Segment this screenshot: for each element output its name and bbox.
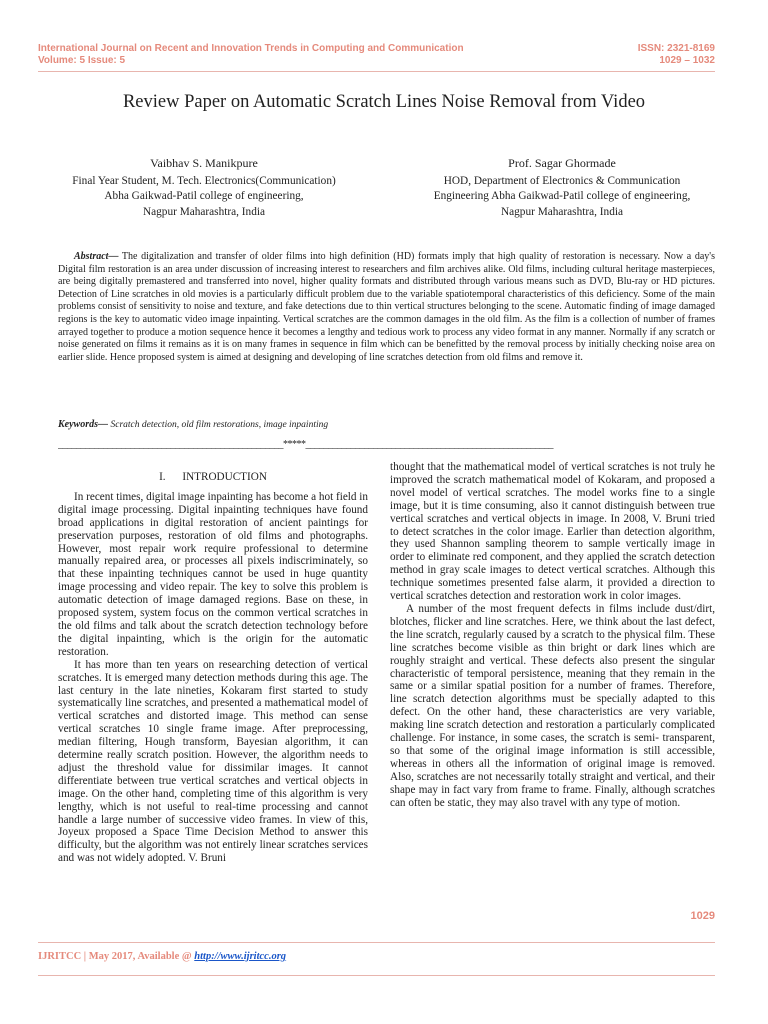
journal-link[interactable]: http://www.ijritcc.org — [194, 951, 287, 962]
paragraph: thought that the mathematical model of vertical scratches is not truly he improved the scratch mathematical model of Kokaram, and proposed a novel model of vertical scratches. The model works fine to a single image, but it is time consuming, also it cannot distinguish between true vertical scratches and vertical objects in image. In 2008, V. Bruni tried to detect scratches in the color image. Earlier than detection algorithm, they used Shannon sampling theorem to sample vertically image in order to eliminate red component, and they applied the scratch detection method in gray scale images to detect vertical scratches. Although this technique sometimes presented false alarm, it provided a direction to vertical scratches detection and restoration work in color images. — [390, 461, 715, 603]
footer-label: IJRITCC | May 2017, Available @ — [38, 951, 195, 962]
section-separator: __________________________________________________*****_______________________________________________________ — [58, 439, 553, 450]
page-number: 1029 — [690, 910, 715, 922]
keywords-text: Scratch detection, old film restorations, image inpainting — [110, 420, 329, 430]
paragraph: In recent times, digital image inpainting has become a hot field in digital image processing. Digital inpainting techniques have found broad applications in digital restoration of ancient paintings for preservation purposes, restoration of old films and photographs. However, most repair work require professional to determine manually repaired area, or processes all pixels indiscriminately, so that these inpainting techniques cannot be used in huge quantity image processing and video repair. The key to solve this problem is automatic detection of image damaged regions. Base on these, in proposed system, system focus on the common vertical scratches in the old films and talk about the scratch detection technology before the digital inpainting, which is the origin for the automatic restoration. — [58, 490, 368, 658]
author-1 — [30, 156, 378, 220]
right-column — [390, 461, 715, 809]
section-heading: I. INTRODUCTION — [159, 471, 267, 483]
footer-text — [38, 951, 286, 962]
footer-rule-top — [38, 942, 715, 943]
author-affiliation: Abha Gaikwad-Patil college of engineering, — [104, 190, 304, 202]
journal-name: International Journal on Recent and Innovation Trends in Computing and Communication — [38, 43, 464, 54]
abstract — [58, 251, 715, 364]
abstract-label: Abstract— — [74, 251, 119, 262]
page-range: 1029 – 1032 — [659, 55, 715, 66]
footer-rule-bottom — [38, 975, 715, 976]
author-name: Vaibhav S. Manikpure — [150, 156, 258, 170]
left-column — [58, 471, 368, 865]
author-affiliation: HOD, Department of Electronics & Communication — [443, 174, 681, 187]
author-affiliation: Nagpur Maharashtra, India — [500, 205, 624, 218]
author-affiliation: Final Year Student, M. Tech. Electronics(Communication) — [72, 174, 336, 187]
paragraph: A number of the most frequent defects in films include dust/dirt, blotches, flicker and line scratches. Here, we think about the last defect, the line scratch, regularly caused by a scratch to the physical film. These line scratches become visible as thin bright or dark lines which are roughly straight and vertical. These defects also present the singular characteristic of temporal persistence, meaning that they remain in the same or a similar spatial position for a number of frames. Therefore, line scratch detection algorithms must be specially adapted to this defect. On the other hand, these characteristics are very variable, making line scratch detection and restoration a particularly complicated challenge. For instance, in some cases, the scratch is semi- transparent, so that some of the original image information is still accessible, whereas in others all the information of original image is removed. Also, scratches are not necessarily totally straight and vertical, and their shape may in fact vary from frame to frame. Finally, although scratches can often be static, they may also travel with any type of motion. — [390, 602, 715, 809]
author-affiliation: Engineering Abha Gaikwad-Patil college of engineering, — [433, 190, 691, 202]
paper-title: Review Paper on Automatic Scratch Lines Noise Removal from Video — [122, 92, 646, 112]
keywords-label: Keywords— — [58, 419, 108, 430]
author-affiliation: Nagpur Maharashtra, India — [142, 205, 266, 218]
author-name: Prof. Sagar Ghormade — [508, 156, 616, 170]
paragraph: It has more than ten years on researching detection of vertical scratches. It is emerged many detection methods during this age. The last century in the late nineties, Kokaram first started to study systematically line scratches, and presented a mathematical model of vertical scratches and distorted image. This method can sense vertical scratches 10 single frame image. After preprocessing, median filtering, Hough transform, Bayesian algorithm, it can determine really scratch position. However, the algorithm needs to adjust the threshold value for dissimilar images. It cannot differentiate between true vertical scratches and vertical objects in image. On the other hand, completing time of this algorithm is very lengthy, which is not useful to real-time processing and cannot handle a large number of successive video frames. In view of this, Joyeux proposed a Space Time Decision Method to answer this difficulty, but the algorithm was not entirely linear scratches services and was not widely adopted. V. Bruni — [58, 658, 368, 865]
abstract-text: The digitalization and transfer of older films into high definition (HD) formats imply that high quality of restoration is necessary. Now a day's Digital film restoration is an area under discussion of increasing interest to researchers and film archives alike. Old films, including cultural heritage masterpieces, are being digitally premastered and transferred into novel, higher quality formats and distributed through various means such as DVD, Blu-ray or HD pictures. Detection of Line scratches in old movies is a particularly difficult problem due to the variable spatiotemporal characteristics of this deficiency. Some of the main problems consist of sensitivity to noise and texture, and fake detections due to thin vertical structures belonging to the scene. Automatic finding of image damaged regions is the key to automatic video image inpainting. Vertical scratches are the common damages in the old film. As the film is a collection of number of frames arrayed together to produce a motion sequence hence it becomes a lengthy and tedious work to process any video format in any manner. Normally if any scratch or noise generated on films it remains as it is on many frames in sequence in film which can be benefitted by the removal process by initially checking noise area on earlier slide. Hence proposed system is aimed at designing and developing of line scratches detection from old films and remove it. — [58, 251, 715, 363]
keywords — [58, 419, 715, 430]
author-2 — [393, 156, 731, 220]
header-rule — [38, 71, 715, 72]
volume-issue: Volume: 5 Issue: 5 — [38, 55, 126, 66]
issn: ISSN: 2321-8169 — [637, 43, 715, 54]
